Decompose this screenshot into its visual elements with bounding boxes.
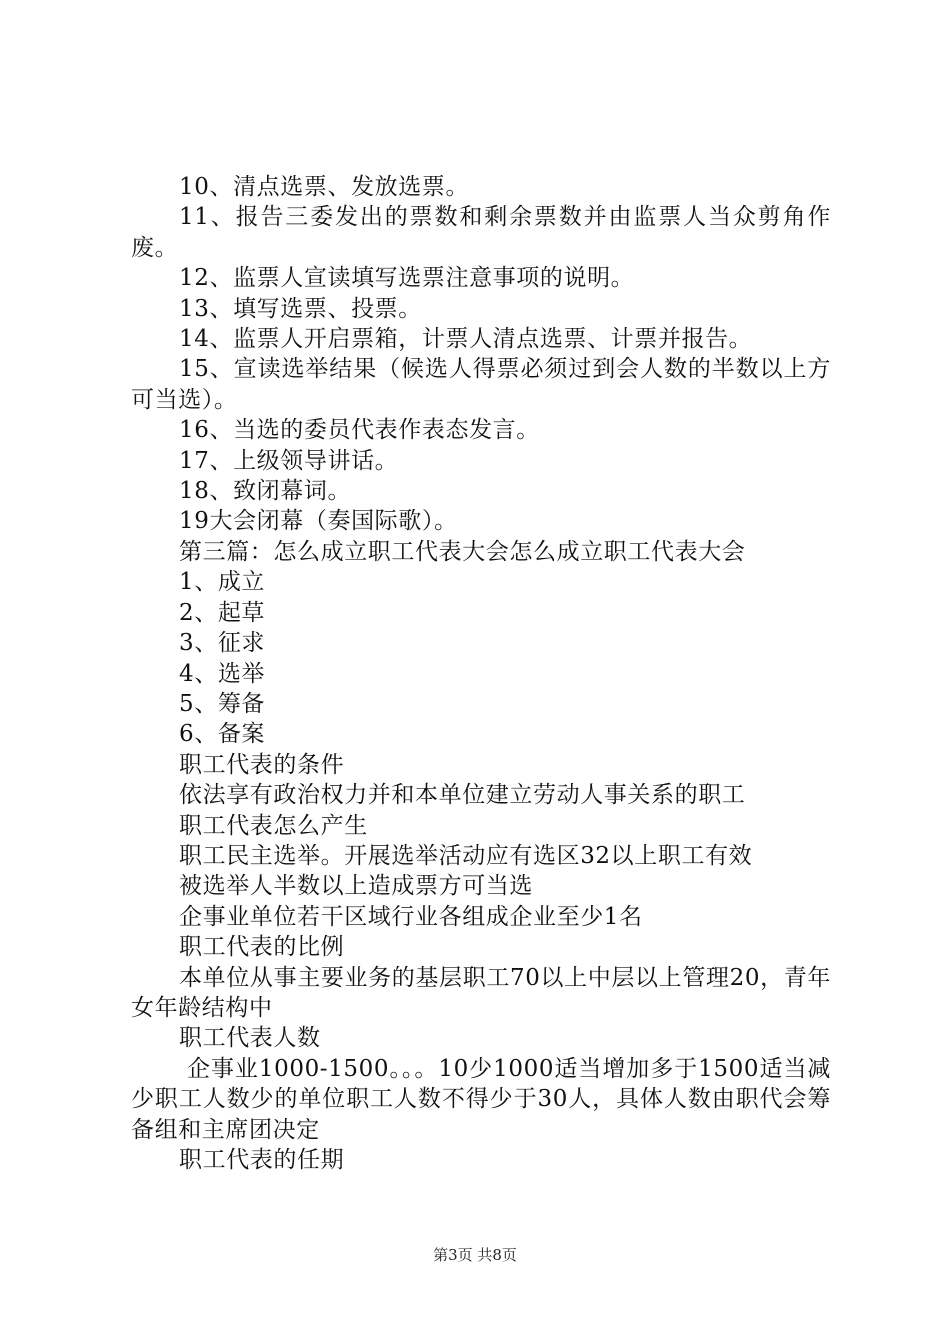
paragraph: 18、致闭幕词。 [179, 478, 352, 505]
paragraph: 被选举人半数以上造成票方可当选 [179, 873, 533, 900]
subheading: 职工代表的任期 [179, 1147, 345, 1173]
list-item: 3、征求 [179, 630, 266, 657]
paragraph: 职工民主选举。开展选举活动应有选区32以上职工有效 [179, 842, 753, 869]
paragraph: 10、清点选票、发放选票。 [179, 174, 470, 200]
list-item: 4、选举 [179, 660, 266, 687]
subheading: 职工代表的比例 [179, 934, 345, 961]
paragraph: 12、监票人宣读填写选票注意事项的说明。 [179, 265, 635, 292]
document-body [131, 172, 831, 1175]
page-footer [0, 1244, 950, 1265]
paragraph: 15、宣读选举结果（候选人得票必须过到会人数的半数以上方可当选）。 [131, 356, 831, 413]
paragraph: 依法享有政治权力并和本单位建立劳动人事关系的职工 [179, 782, 746, 809]
section-heading: 第三篇：怎么成立职工代表大会怎么成立职工代表大会 [179, 538, 746, 565]
list-item: 1、成立 [179, 569, 266, 596]
paragraph: 16、当选的委员代表作表态发言。 [179, 417, 540, 444]
page-number: 第3页 共8页 [433, 1246, 517, 1264]
subheading: 职工代表的条件 [179, 751, 345, 778]
paragraph: 企事业单位若干区域行业各组成企业至少1名 [179, 903, 643, 930]
paragraph: 本单位从事主要业务的基层职工70以上中层以上管理20，青年女年龄结构中 [131, 964, 831, 1021]
paragraph: 17、上级领导讲话。 [179, 447, 399, 474]
paragraph: 13、填写选票、投票。 [179, 295, 422, 322]
paragraph: 11、报告三委发出的票数和剩余票数并由监票人当众剪角作废。 [131, 204, 831, 261]
subheading: 职工代表怎么产生 [179, 812, 368, 839]
paragraph: 企事业1000-1500。。。10少1000适当增加多于1500适当减少职工人数少的单位职工人数不得少于30人，具体人数由职代会筹备组和主席团决定 [131, 1055, 831, 1143]
subheading: 职工代表人数 [179, 1025, 321, 1052]
list-item: 6、备案 [179, 721, 266, 748]
list-item: 5、筹备 [179, 690, 266, 717]
list-item: 2、起草 [179, 599, 266, 626]
paragraph: 19大会闭幕（奏国际歌）。 [179, 508, 458, 535]
paragraph: 14、监票人开启票箱，计票人清点选票、计票并报告。 [179, 326, 753, 353]
